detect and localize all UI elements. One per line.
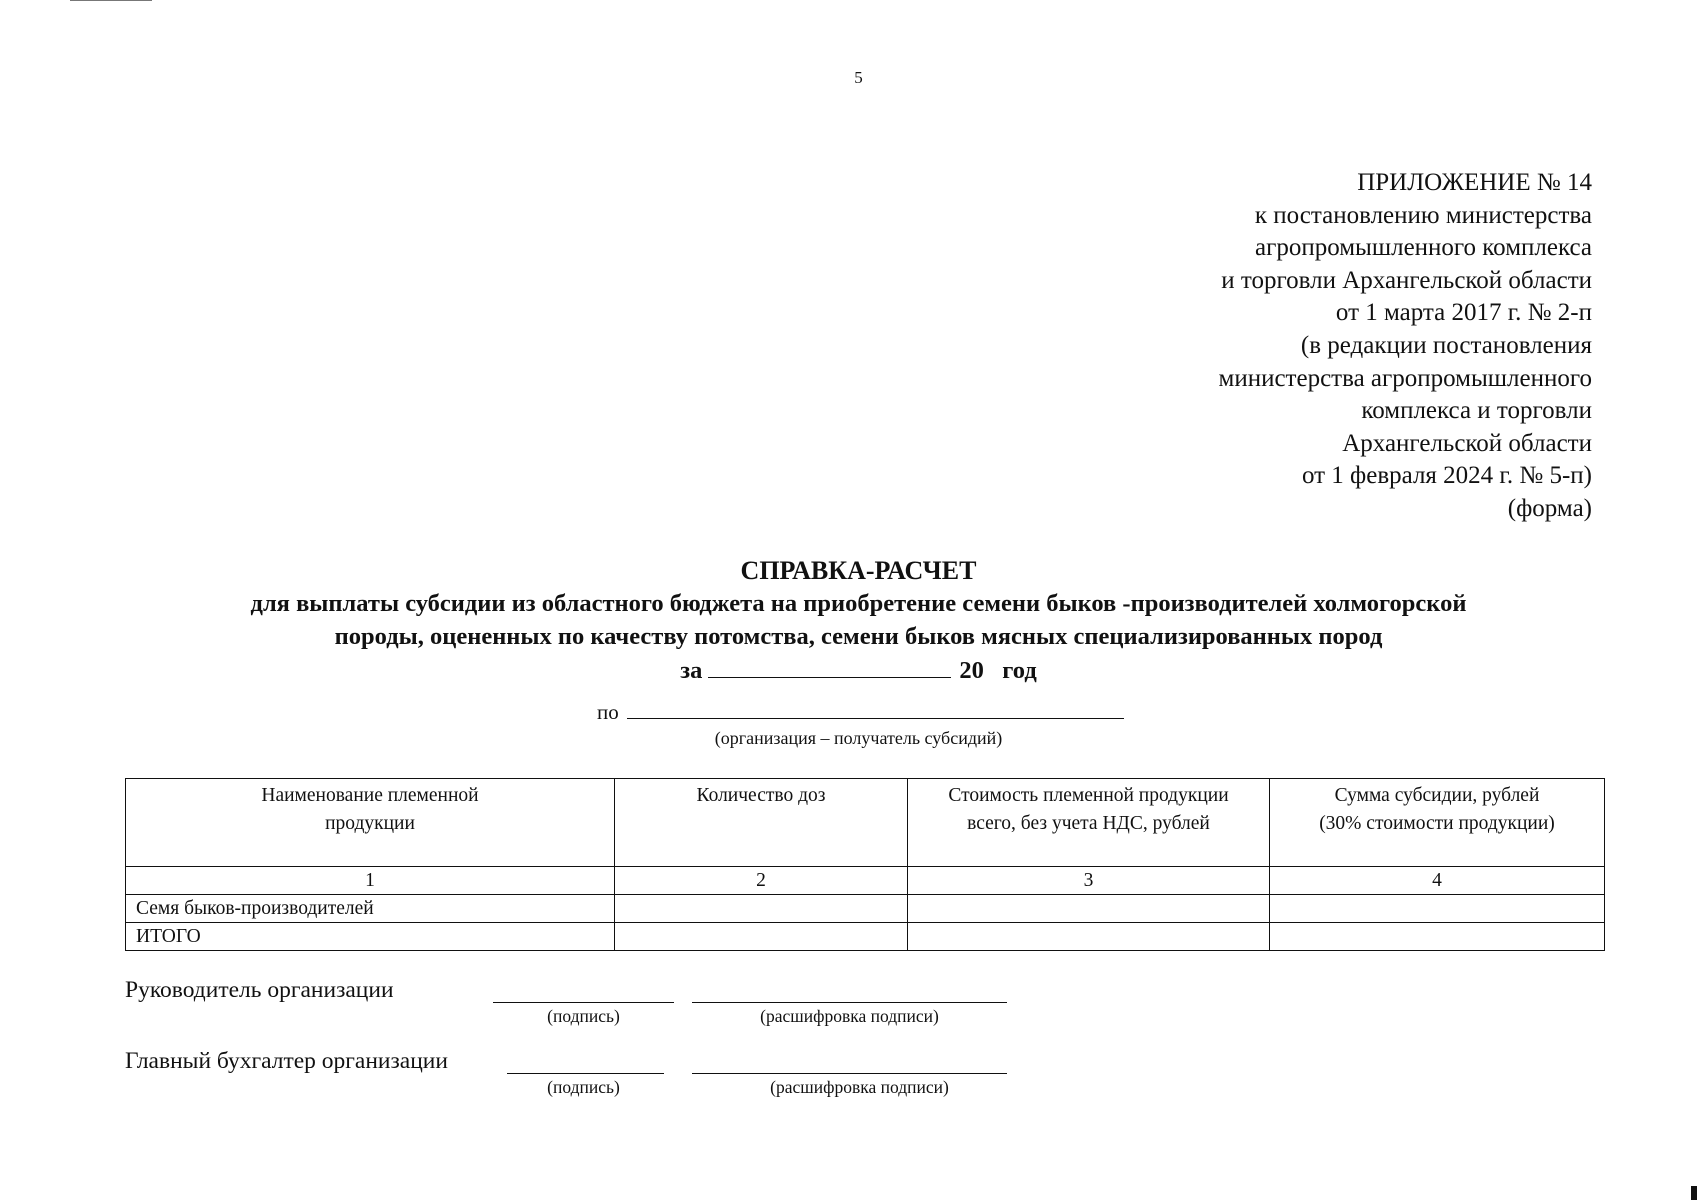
appendix-line: комплекса и торговли — [1361, 397, 1592, 425]
table-cell[interactable] — [908, 923, 1270, 951]
organization-prefix: по — [597, 700, 619, 724]
appendix-line: от 1 февраля 2024 г. № 5-п) — [1301, 462, 1592, 490]
organization-blank-field[interactable] — [627, 700, 1124, 719]
appendix-line: от 1 марта 2017 г. № 2-п — [1335, 299, 1592, 327]
top-edge-rule — [70, 0, 152, 1]
column-number-row — [126, 867, 1605, 895]
table-cell: ИТОГО — [126, 923, 615, 951]
subtitle-line: для выплаты субсидии из областного бюджета на приобретение семени быков -производителей холмогорской — [250, 590, 1467, 617]
head-transcript-caption: (расшифровка подписи) — [760, 1006, 939, 1026]
column-number: 3 — [908, 867, 1270, 895]
table-cell[interactable] — [615, 923, 908, 951]
accountant-transcript-caption: (расшифровка подписи) — [770, 1077, 949, 1097]
table-cell[interactable] — [615, 895, 908, 923]
column-header-cost: Стоимость племенной продукции всего, без учета НДС, рублей — [908, 779, 1270, 867]
organization-line — [597, 700, 1124, 725]
page-number: 5 — [854, 68, 863, 87]
document-subtitle — [100, 588, 1617, 653]
appendix-line: министерства агропромышленного — [1218, 364, 1592, 392]
table-cell: Семя быков-производителей — [126, 895, 615, 923]
appendix-line: Архангельской области — [1342, 429, 1592, 457]
table-cell[interactable] — [1270, 895, 1605, 923]
organization-caption: (организация – получатель субсидий) — [714, 728, 1003, 748]
accountant-signature-label: Главный бухгалтер организации — [125, 1048, 448, 1074]
appendix-line: ПРИЛОЖЕНИЕ № 14 — [1357, 169, 1592, 196]
column-header-subsidy: Сумма субсидии, рублей (30% стоимости продукции) — [1270, 779, 1605, 867]
accountant-signature-field[interactable] — [507, 1073, 664, 1074]
accountant-signature-caption: (подпись) — [547, 1077, 620, 1097]
appendix-line: (форма) — [1507, 494, 1592, 522]
accountant-transcript-field[interactable] — [692, 1073, 1007, 1074]
appendix-line: агропромышленного комплекса — [1254, 234, 1592, 262]
table-cell[interactable] — [1270, 923, 1605, 951]
table-header-row — [126, 779, 1605, 867]
table-row-total — [126, 923, 1605, 951]
column-number: 2 — [615, 867, 908, 895]
column-header-product: Наименование племенной продукции — [126, 779, 615, 867]
table-row — [126, 895, 1605, 923]
column-number: 4 — [1270, 867, 1605, 895]
scan-corner-mark — [1691, 1186, 1697, 1200]
appendix-line: к постановлению министерства — [1254, 201, 1592, 229]
calculation-table — [125, 778, 1605, 951]
period-suffix: год — [1002, 657, 1037, 684]
reporting-period — [0, 655, 1697, 687]
head-signature-label: Руководитель организации — [125, 977, 394, 1003]
document-title: СПРАВКА-РАСЧЕТ — [740, 556, 977, 585]
head-transcript-field[interactable] — [692, 1002, 1007, 1003]
period-prefix: за — [680, 657, 703, 684]
appendix-line: и торговли Архангельской области — [1221, 266, 1592, 294]
period-blank-field[interactable] — [708, 655, 951, 678]
column-number: 1 — [126, 867, 615, 895]
head-signature-field[interactable] — [493, 1002, 674, 1003]
subtitle-line: породы, оцененных по качеству потомства, семени быков мясных специализированных пород — [334, 622, 1383, 650]
table-cell[interactable] — [908, 895, 1270, 923]
head-signature-caption: (подпись) — [547, 1006, 620, 1026]
appendix-header — [1219, 167, 1593, 526]
column-header-doses: Количество доз — [615, 779, 908, 867]
appendix-line: (в редакции постановления — [1300, 331, 1592, 359]
period-year: 20 — [959, 657, 984, 684]
